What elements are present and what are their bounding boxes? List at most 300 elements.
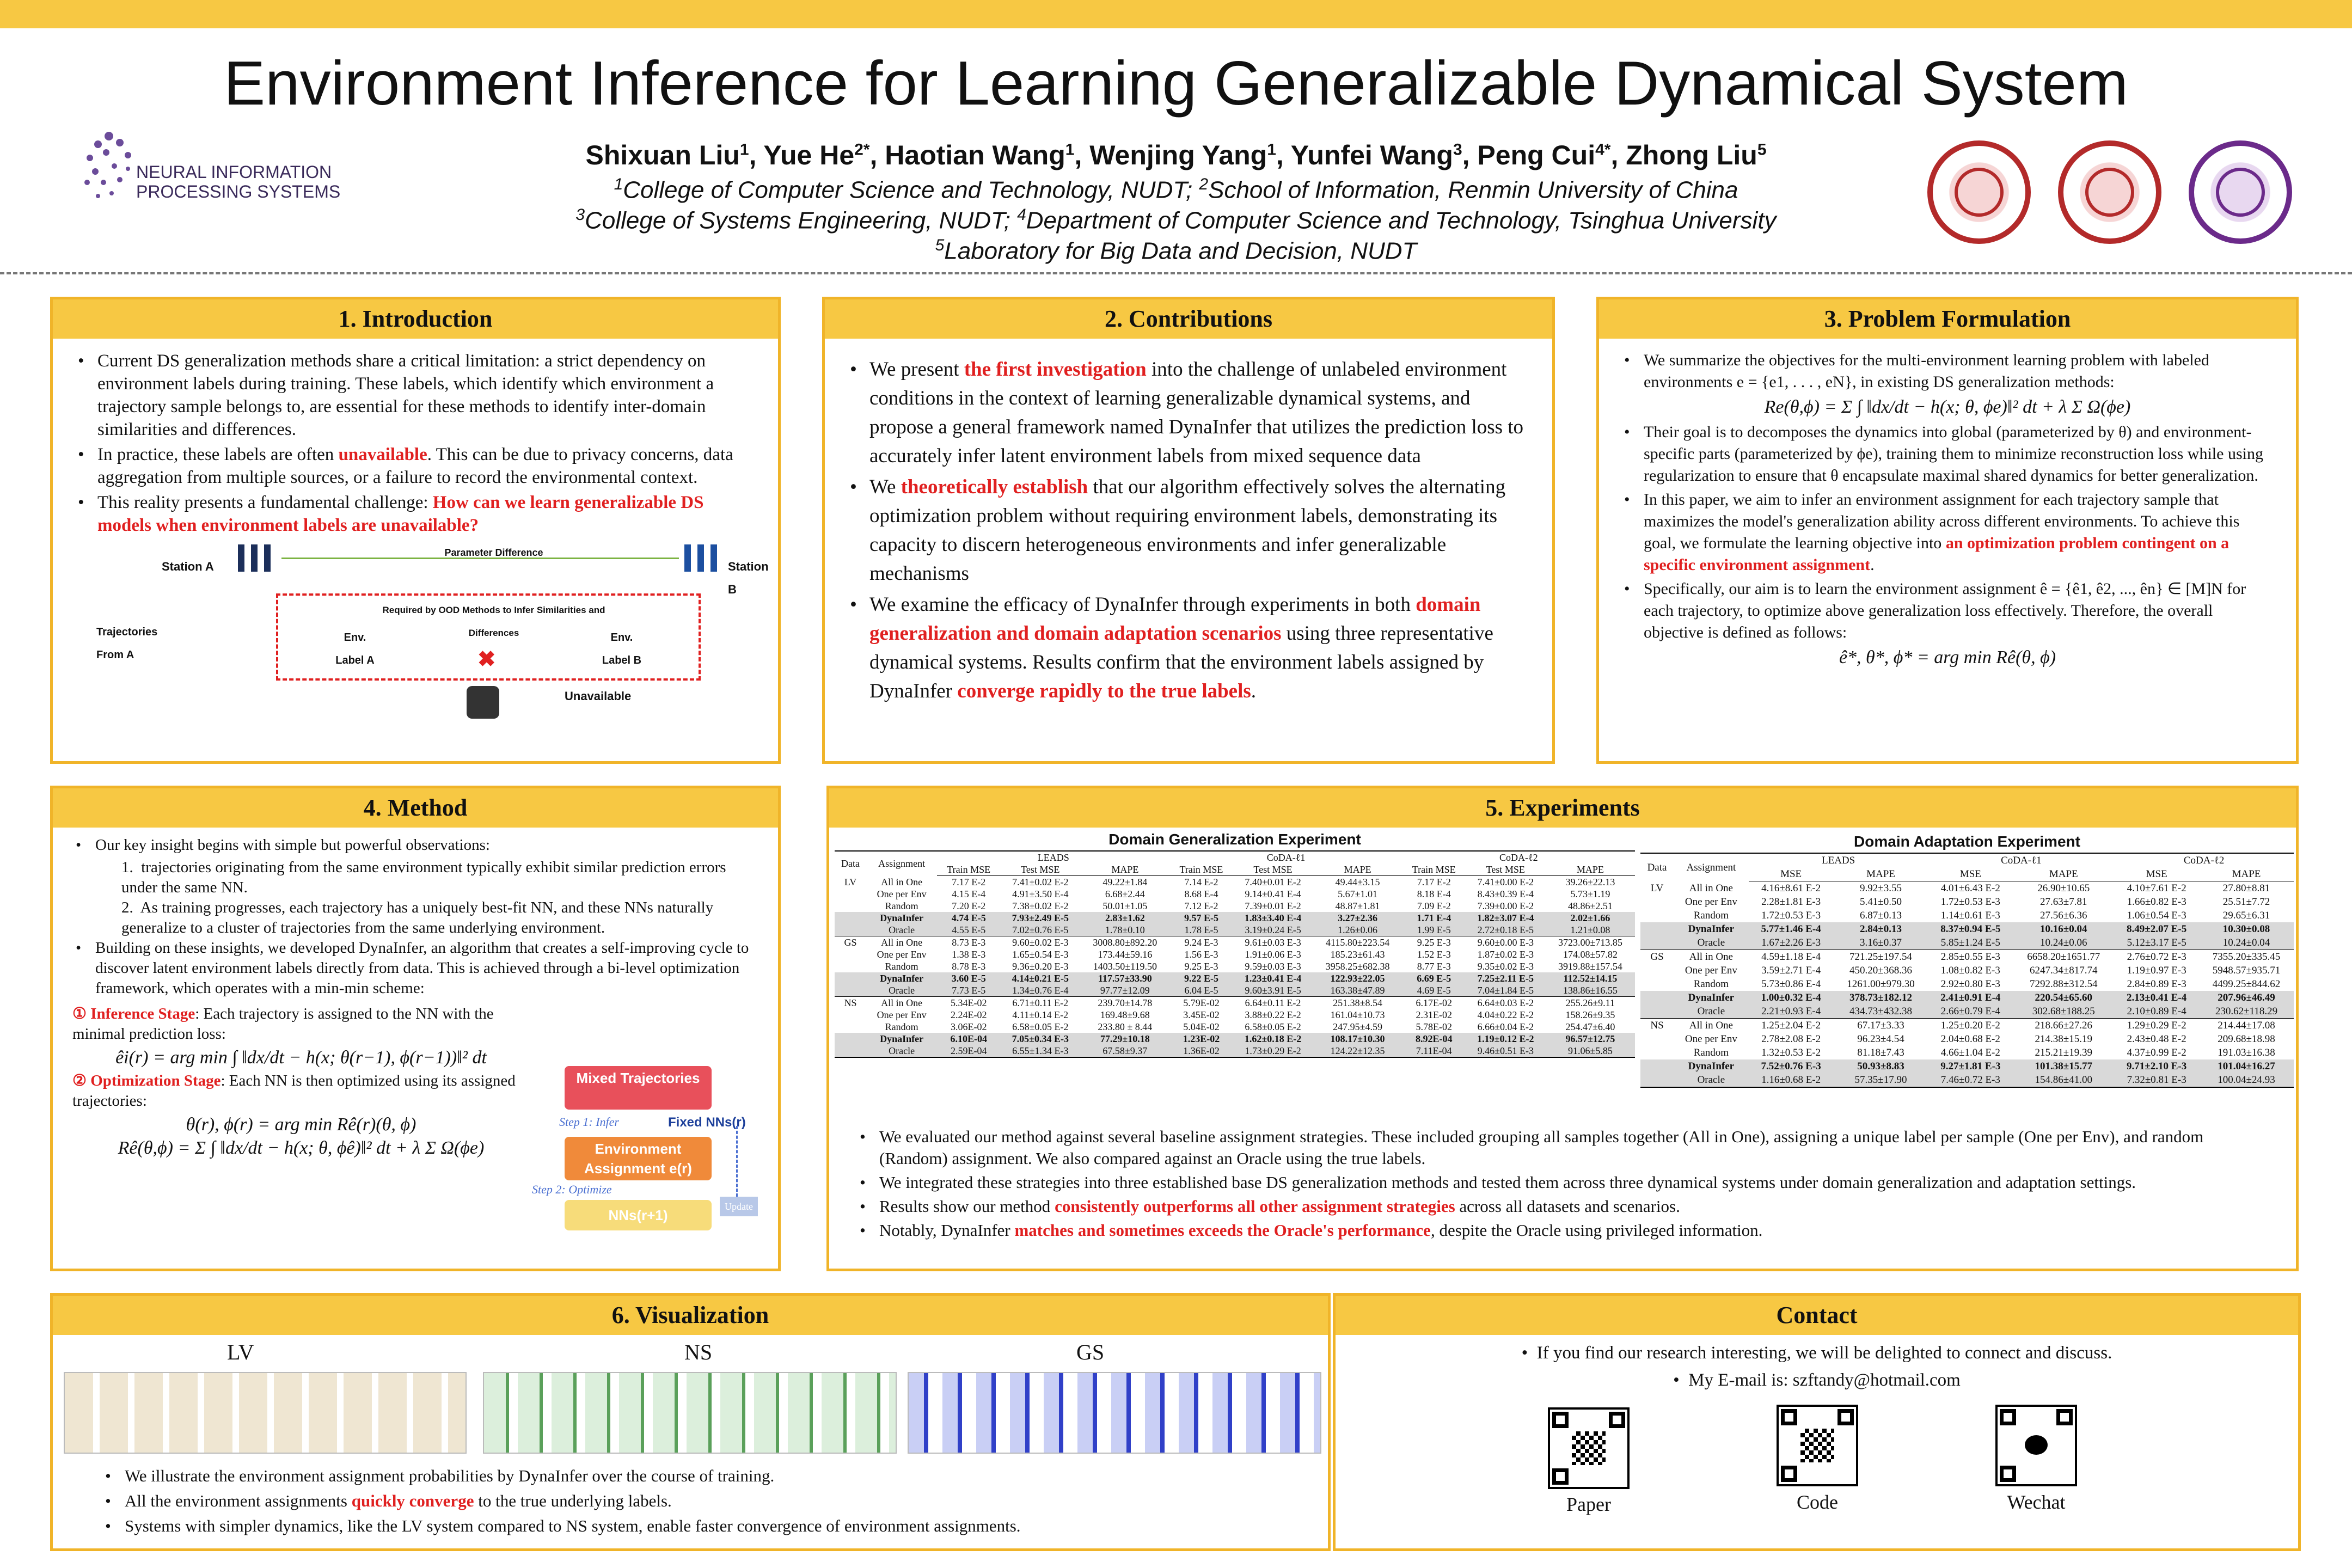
table-cell: 8.18 E-4 bbox=[1417, 889, 1451, 899]
table-cell: DynaInfer bbox=[1688, 1061, 1735, 1072]
table-cell: 101.04±16.27 bbox=[2218, 1061, 2275, 1072]
contrib-bullet: • We examine the efficacy of DynaInfer through experiments in both domain generalization and domain adaptation scenarios using three representative dynamical systems. Results confirm that the environment labels assigned by DynaInfer converge rapidly to the true labels. bbox=[847, 590, 1530, 706]
problem-heading: 3. Problem Formulation bbox=[1599, 299, 2296, 339]
table-cell: 26.90±10.65 bbox=[2037, 883, 2090, 894]
table-cell: 251.38±8.54 bbox=[1313, 997, 1402, 1009]
table-cell: One per Env bbox=[877, 1009, 927, 1020]
table-row bbox=[835, 924, 1635, 936]
table-cell: 247.95±4.59 bbox=[1333, 1021, 1383, 1032]
table-cell: 3.19±0.24 E-5 bbox=[1245, 924, 1301, 935]
table-row bbox=[835, 948, 1635, 960]
table-cell: DynaInfer bbox=[880, 912, 924, 923]
table-cell: 1.21±0.08 bbox=[1570, 924, 1610, 935]
table-cell: Oracle bbox=[889, 985, 915, 996]
renmin-seal-icon bbox=[2058, 140, 2161, 244]
table-cell: 5.67±1.01 bbox=[1338, 889, 1378, 899]
table-cell bbox=[835, 912, 866, 924]
table-subheader: MAPE bbox=[1834, 867, 1928, 881]
table-cell: 3.59±2.71 E-4 bbox=[1761, 965, 1821, 976]
table-cell: 214.38±15.19 bbox=[2035, 1033, 2092, 1045]
table-cell: 7.05±0.34 E-3 bbox=[1012, 1033, 1069, 1044]
table-cell: 7.41±0.00 E-2 bbox=[1477, 877, 1534, 887]
table-cell: 77.29±10.18 bbox=[1100, 1033, 1150, 1044]
table-cell: 6.58±0.05 E-2 bbox=[1012, 1021, 1069, 1032]
table-cell: 1.25±0.20 E-2 bbox=[1928, 1019, 2013, 1033]
table-cell: 1.83±3.40 E-4 bbox=[1244, 912, 1302, 923]
table-cell: 97.77±12.09 bbox=[1100, 985, 1150, 996]
table-cell: 96.57±12.75 bbox=[1565, 1033, 1615, 1044]
table-cell: 67.17±3.33 bbox=[1834, 1019, 1928, 1033]
optimization-stage: ② Optimization Stage: Each NN is then optimized using its assigned trajectories: bbox=[72, 1072, 516, 1110]
header-divider bbox=[0, 272, 2352, 274]
table-cell: 7355.20±335.45 bbox=[2199, 950, 2294, 964]
table-cell: 6.58±0.05 E-2 bbox=[1245, 1021, 1301, 1032]
table-cell: 5.77±1.46 E-4 bbox=[1761, 923, 1821, 935]
table-subheader: Train MSE bbox=[1169, 863, 1233, 876]
exp-bullet: • We evaluated our method against several baseline assignment strategies. These included grouping all samples together (All in One), assigning a unique label per sample (One per Env), and random (Random) assignment. We also compared against an Oracle using the true labels. bbox=[856, 1126, 2272, 1169]
problem-bullet: • In this paper, we aim to infer an environment assignment for each trajectory sample that maximizes the model's generalization ability across different environments. To achieve this goal, we formulate the learning objective into an optimization problem contingent on a specific environment assignment. bbox=[1621, 489, 2274, 576]
paper-qr-code[interactable] bbox=[1548, 1407, 1630, 1489]
table-cell: One per Env bbox=[1685, 965, 1737, 976]
table-row bbox=[1640, 895, 2294, 909]
contrib-bullet: • We theoretically establish that our algorithm effectively solves the alternating optimization problem without requiring environment labels, demonstrating its capacity to discern heterogeneous environments and infer generalizable mechanisms bbox=[847, 473, 1530, 588]
table-cell bbox=[835, 924, 866, 936]
table-cell: 721.25±197.54 bbox=[1834, 950, 1928, 964]
table-cell: DynaInfer bbox=[880, 1033, 924, 1044]
vis-bullet: • All the environment assignments quickly converge to the true underlying labels. bbox=[102, 1490, 1300, 1512]
table-cell: 50.01±1.05 bbox=[1102, 901, 1148, 911]
table-row bbox=[835, 1045, 1635, 1057]
table-cell: 9.61±0.03 E-3 bbox=[1233, 936, 1313, 949]
experiments-heading: 5. Experiments bbox=[829, 788, 2296, 828]
table-cell bbox=[835, 1021, 866, 1033]
table-cell: 6.87±0.13 bbox=[1860, 910, 1902, 921]
table-cell: 5.12±3.17 E-5 bbox=[2127, 937, 2186, 948]
table-cell: 163.38±47.89 bbox=[1330, 985, 1385, 996]
table-row bbox=[835, 984, 1635, 997]
table-cell: One per Env bbox=[877, 889, 927, 899]
table-cell bbox=[1640, 1032, 1674, 1046]
mixed-trajectories-box: Mixed Trajectories bbox=[565, 1066, 712, 1110]
method-bullet: • Building on these insights, we developed DynaInfer, an algorithm that creates a self-improving cycle to discover latent environment labels directly from data. This is achieved through a bi-level optimization framework, which operates with a min-min scheme: bbox=[72, 938, 758, 999]
table-cell: 4.59±1.18 E-4 bbox=[1749, 950, 1834, 964]
table-row bbox=[835, 1021, 1635, 1033]
table-cell: Random bbox=[885, 901, 918, 911]
table-subheader: MAPE bbox=[2199, 867, 2294, 881]
table-cell: 4.16±8.61 E-2 bbox=[1761, 883, 1821, 894]
table-cell: 5.73±1.19 bbox=[1570, 889, 1610, 899]
table-cell: 29.65±6.31 bbox=[2222, 910, 2270, 921]
table-cell: 1.23±0.41 E-4 bbox=[1244, 973, 1302, 984]
method-observation: 1. trajectories originating from the same environment typically exhibit similar prediction errors under the same NN. bbox=[121, 859, 726, 896]
table-cell: 2.43±0.48 E-2 bbox=[2127, 1033, 2186, 1045]
table-cell: One per Env bbox=[877, 949, 927, 960]
table-cell: 3958.25±682.38 bbox=[1325, 961, 1390, 972]
table-cell: 1.71 E-4 bbox=[1417, 912, 1451, 923]
table-cell: 27.56±6.36 bbox=[2040, 910, 2087, 921]
table-cell: 1.65±0.54 E-3 bbox=[1012, 949, 1069, 960]
neurips-dots-icon bbox=[76, 120, 142, 212]
table-cell: 2.21±0.93 E-4 bbox=[1761, 1006, 1821, 1017]
table-cell: 2.41±0.91 E-4 bbox=[1940, 992, 2001, 1003]
table-cell: 218.66±27.26 bbox=[2013, 1019, 2114, 1033]
table-row bbox=[835, 972, 1635, 984]
table-cell: 1.16±0.68 E-2 bbox=[1749, 1073, 1834, 1087]
table-cell: 6.10E-04 bbox=[950, 1033, 987, 1044]
table-cell: 9.60±3.91 E-5 bbox=[1245, 985, 1301, 996]
wechat-icon bbox=[2025, 1435, 2048, 1455]
table-cell: 7.39±0.00 E-2 bbox=[1477, 901, 1534, 911]
nudt-seal-icon bbox=[1927, 140, 2031, 244]
table-cell: One per Env bbox=[1685, 1033, 1737, 1045]
table-cell: 239.70±14.78 bbox=[1080, 997, 1169, 1009]
table-subheader: Test MSE bbox=[1000, 863, 1080, 876]
table-cell: 7.12 E-2 bbox=[1184, 901, 1218, 911]
table-cell: 7.93±2.49 E-5 bbox=[1012, 912, 1069, 923]
table-cell: 39.26±22.13 bbox=[1565, 877, 1615, 887]
table-cell: 6.64±0.11 E-2 bbox=[1233, 997, 1313, 1009]
table-cell: 161.04±10.73 bbox=[1330, 1009, 1385, 1020]
exp-bullet: • Notably, DynaInfer matches and sometimes exceeds the Oracle's performance, despite the Oracle using privileged information. bbox=[856, 1220, 2272, 1241]
domain-adaptation-table: Domain Adaptation Experiment Data Assignment LEADS CoDA-ℓ1 CoDA-ℓ2 MSE MAPE MSE MAPE MSE MAPE LV All in One 4.16±8.61 E-2 9.92±3.55 4.01±6.43 E-2 26.90±10.65 4.10±7.61 E-2 27.80±8.81 One per Env 2.28±1.81 E-3 5.41±0.50 1.72±0.53 E-3 27.63±7.81 1.66±0.82 E-3 25.51±7.72 Random 1.72±0.53 E-3 6.87±0.13 1.14±0.61 E-3 27.56±6.36 1.06±0.54 E-3 29.65±6.31 DynaInfer 5.77±1.46 E-4 2.84±0.13 8.37±0.94 E-5 10.16±0.04 8.49±2.07 E-5 10.30±0.08 Oracle 1.67±2.26 E-3 3.16±0.37 5.85±1.24 E-5 10.24±0.06 5.12±3.17 E-5 10.24±0.04 GS All in One 4.59±1.18 E-4 721.25±197.54 2.85±0.55 E-3 6658.20±1651.77 2.76±0.72 E-3 7355.20±335.45 One per Env 3.59±2.71 E-4 450.20±368.36 1.08±0.82 E-3 6247.34±817.74 1.19±0.97 E-3 5948.57±935.71 Random 5.73±0.86 E-4 1261.00±979.30 2.92±0.80 E-3 7292.88±312.54 2.84±0.89 E-3 4499.25±844.62 DynaInfer 1.00±0.32 E-4 378.73±182.12 2.41±0.91 E-4 220.54±65.60 2.13±0.41 E-4 207.96±46.49 Oracle 2.21±0.93 E-4 434.73±432.38 2.66±0.79 E-4 302.68±188.25 2.10±0.89 E-4 230.62±118.29 NS All in One 1.25±2.04 E-2 67.17±3.33 1.25±0.20 E-2 218.66±27.26 1.29±0.29 E-2 214.44±17.08 One per Env 2.78±2.08 E-2 96.23±4.54 2.04±0.68 E-2 214.38±15.19 2.43±0.48 E-2 209.68±18.98 Random 1.32±0.53 E-2 81.18±7.43 4.66±1.04 E-2 215.21±19.39 4.37±0.99 E-2 191.03±16.38 DynaInfer 7.52±0.76 E-3 50.93±8.83 9.27±1.81 E-3 101.38±15.77 9.71±2.10 E-3 101.04±16.27 Oracle 1.16±0.68 E-2 57.35±17.90 7.46±0.72 E-3 154.86±41.00 7.32±0.81 E-3 100.04±24.93 bbox=[1640, 833, 2294, 1088]
contributions-panel bbox=[822, 297, 1555, 764]
table-cell bbox=[835, 960, 866, 972]
table-subheader: MAPE bbox=[1313, 863, 1402, 876]
table-cell: 1.32±0.53 E-2 bbox=[1761, 1047, 1821, 1058]
table-cell: 4.55 E-5 bbox=[952, 924, 986, 935]
inference-stage: ① Inference Stage: Each trajectory is assigned to the NN with the minimal prediction loss: bbox=[72, 1005, 494, 1043]
table-row bbox=[835, 900, 1635, 912]
table-cell bbox=[835, 984, 866, 997]
table-cell: 1261.00±979.30 bbox=[1847, 978, 1915, 990]
table-cell bbox=[835, 900, 866, 912]
table-cell bbox=[1640, 922, 1674, 936]
table-cell: Oracle bbox=[1674, 1073, 1749, 1087]
table-cell: 3.16±0.37 bbox=[1860, 937, 1902, 948]
table-cell: 10.30±0.08 bbox=[2222, 923, 2270, 935]
nns-box: NNs(r+1) bbox=[565, 1200, 712, 1230]
table-subheader: Test MSE bbox=[1233, 863, 1313, 876]
loss-equation: Rê(θ,ϕ) = Σ ∫ ‖dx/dt − h(x; θ, ϕê)‖² dt + λ Σ Ω(ϕe) bbox=[118, 1138, 485, 1158]
table-cell: 2.85±0.55 E-3 bbox=[1928, 950, 2013, 964]
table-subheader: MSE bbox=[2114, 867, 2199, 881]
table-cell: 7.25±2.11 E-5 bbox=[1477, 973, 1534, 984]
neurips-wordmark: NEURAL INFORMATION PROCESSING SYSTEMS bbox=[136, 162, 341, 201]
table-cell: 3723.00±713.85 bbox=[1546, 936, 1635, 949]
table-cell: 9.25 E-3 bbox=[1184, 961, 1218, 972]
table-cell: 5.85±1.24 E-5 bbox=[1940, 937, 2000, 948]
table-cell: 7.09 E-2 bbox=[1417, 901, 1451, 911]
table-cell: 5.79E-02 bbox=[1169, 997, 1233, 1009]
table-row bbox=[835, 876, 1635, 889]
table-row bbox=[1640, 909, 2294, 922]
table-row bbox=[835, 1009, 1635, 1021]
table-cell: 7.11E-04 bbox=[1402, 1045, 1466, 1057]
table-cell: 8.49±2.07 E-5 bbox=[2127, 923, 2187, 935]
station-b-label: Station B bbox=[728, 560, 769, 596]
table-cell: 191.03±16.38 bbox=[2218, 1047, 2275, 1058]
optimization-equation: θ(r), ϕ(r) = arg min Rê(r)(θ, ϕ) bbox=[186, 1114, 416, 1135]
table-cell: 6.69 E-5 bbox=[1417, 973, 1451, 984]
update-label: Update bbox=[720, 1197, 758, 1216]
table-cell: 124.22±12.35 bbox=[1313, 1045, 1402, 1057]
table-cell: 1.36E-02 bbox=[1169, 1045, 1233, 1057]
table-cell: 1.72±0.53 E-3 bbox=[1940, 896, 2000, 908]
table-cell: 7.46±0.72 E-3 bbox=[1928, 1073, 2013, 1087]
cross-icon: ✖ bbox=[477, 647, 496, 671]
table-cell: 2.78±2.08 E-2 bbox=[1761, 1033, 1821, 1045]
trajectories-label: Trajectories From A bbox=[96, 626, 158, 661]
table-cell: 5.34E-02 bbox=[937, 997, 1000, 1009]
parameter-arrow bbox=[281, 558, 679, 559]
table-cell: All in One bbox=[1674, 950, 1749, 964]
table-cell: 27.80±8.81 bbox=[2222, 883, 2270, 894]
table-cell: 7.02±0.76 E-5 bbox=[1012, 924, 1069, 935]
table-cell: 7.40±0.01 E-2 bbox=[1245, 877, 1301, 887]
table-cell: DynaInfer bbox=[880, 973, 924, 984]
table-row bbox=[1640, 1073, 2294, 1087]
table-cell: 8.77 E-3 bbox=[1417, 961, 1451, 972]
table-cell: 9.27±1.81 E-3 bbox=[1940, 1061, 2001, 1072]
table-cell: 1.82±3.07 E-4 bbox=[1477, 912, 1534, 923]
table-cell: Random bbox=[885, 1021, 918, 1032]
table-subheader: MAPE bbox=[1546, 863, 1635, 876]
table-cell: 174.08±57.82 bbox=[1563, 949, 1618, 960]
table-cell: NS bbox=[835, 997, 866, 1009]
table-cell: 4.11±0.14 E-2 bbox=[1012, 1009, 1069, 1020]
contact-email[interactable]: • My E-mail is: szftandy@hotmail.com bbox=[1673, 1370, 1961, 1390]
table-cell: 302.68±188.25 bbox=[2032, 1006, 2095, 1017]
dg-table-title: Domain Generalization Experiment bbox=[1108, 831, 1361, 848]
table-cell: 27.63±7.81 bbox=[2040, 896, 2087, 908]
inference-equation: êi(r) = arg min ∫ ‖dx/dt − h(x; θ(r−1), ϕ(r−1))‖² dt bbox=[115, 1048, 487, 1068]
method-panel bbox=[50, 786, 781, 1271]
table-cell: 207.96±46.49 bbox=[2218, 992, 2275, 1003]
table-cell: 1.87±0.02 E-3 bbox=[1477, 949, 1534, 960]
table-cell: 25.51±7.72 bbox=[2222, 896, 2270, 908]
contact-line: • If you find our research interesting, we will be delighted to connect and discuss. bbox=[1521, 1343, 2112, 1363]
table-cell: 2.04±0.68 E-2 bbox=[1940, 1033, 2000, 1045]
table-cell: 9.60±0.00 E-3 bbox=[1466, 936, 1546, 949]
wechat-qr-code[interactable] bbox=[1995, 1405, 2077, 1486]
contrib-bullet: • We present the first investigation into the challenge of unlabeled environment conditions in the context of learning generalizable dynamical systems, and propose a general framework named DynaInfer that utilizes the prediction loss to accurately infer latent environment labels from mixed sequence data bbox=[847, 355, 1530, 470]
vis-bullet: • We illustrate the environment assignment probabilities by DynaInfer over the course of training. bbox=[102, 1465, 1300, 1487]
problem-formulation-panel bbox=[1596, 297, 2299, 764]
table-cell: 67.58±9.37 bbox=[1080, 1045, 1169, 1057]
table-cell: 112.52±14.15 bbox=[1563, 973, 1618, 984]
table-cell: 6.71±0.11 E-2 bbox=[1000, 997, 1080, 1009]
table-cell: 1.08±0.82 E-3 bbox=[1940, 965, 2000, 976]
table-cell: Random bbox=[1693, 1047, 1729, 1058]
table-cell: 7.38±0.02 E-2 bbox=[1012, 901, 1069, 911]
table-cell: 5.73±0.86 E-4 bbox=[1761, 978, 1821, 990]
table-cell bbox=[835, 1045, 866, 1057]
table-cell: 4115.80±223.54 bbox=[1313, 936, 1402, 949]
table-cell: 6.55±1.34 E-3 bbox=[1000, 1045, 1080, 1057]
table-cell: 4499.25±844.62 bbox=[2212, 978, 2281, 990]
table-cell: 8.92E-04 bbox=[1415, 1033, 1453, 1044]
table-cell: 5.04E-02 bbox=[1183, 1021, 1220, 1032]
table-cell: 1.19±0.12 E-2 bbox=[1477, 1033, 1534, 1044]
table-subheader: MSE bbox=[1749, 867, 1834, 881]
experiments-panel bbox=[826, 786, 2299, 1271]
table-subheader: MAPE bbox=[2013, 867, 2114, 881]
table-cell: 7.20 E-2 bbox=[952, 901, 986, 911]
table-cell: 7.73 E-5 bbox=[952, 985, 986, 996]
lv-assignment-plot bbox=[64, 1372, 467, 1454]
table-cell: 7.32±0.81 E-3 bbox=[2114, 1073, 2199, 1087]
table-cell: 9.59±0.03 E-3 bbox=[1245, 961, 1301, 972]
table-cell: 8.78 E-3 bbox=[952, 961, 986, 972]
fixed-nns-label: Fixed NNs(r) bbox=[668, 1115, 746, 1130]
table-row bbox=[1640, 1059, 2294, 1073]
table-cell: 81.18±7.43 bbox=[1857, 1047, 1904, 1058]
table-cell: 10.24±0.06 bbox=[2040, 937, 2087, 948]
table-cell: 3.06E-02 bbox=[950, 1021, 987, 1032]
table-cell: 1.67±2.26 E-3 bbox=[1761, 937, 1821, 948]
affiliation-line-1: $^1$College of Computer Science and Technology, NUDT; $^2$School of Information, Renmin University of China bbox=[614, 175, 1738, 204]
table-subheader: MAPE bbox=[1080, 863, 1169, 876]
table-cell: Oracle bbox=[866, 1045, 937, 1057]
table-cell: 1.38 E-3 bbox=[952, 949, 986, 960]
table-cell: 4.10±7.61 E-2 bbox=[2127, 883, 2186, 894]
table-row bbox=[1640, 991, 2294, 1004]
table-cell: LV bbox=[844, 876, 857, 887]
table-cell: 9.57 E-5 bbox=[1184, 912, 1218, 923]
table-cell: 7.41±0.02 E-2 bbox=[1012, 877, 1069, 887]
table-cell: Random bbox=[1693, 910, 1729, 921]
gs-assignment-plot bbox=[908, 1372, 1321, 1454]
introduction-heading: 1. Introduction bbox=[53, 299, 778, 339]
table-cell: All in One bbox=[866, 936, 937, 949]
table-cell: 1.25±2.04 E-2 bbox=[1749, 1019, 1834, 1033]
table-row bbox=[1640, 1032, 2294, 1046]
table-row bbox=[1640, 1004, 2294, 1019]
table-cell: 169.48±9.68 bbox=[1100, 1009, 1150, 1020]
table-cell: 1403.50±119.50 bbox=[1093, 961, 1157, 972]
table-cell: All in One bbox=[866, 997, 937, 1009]
table-cell: 2.84±0.13 bbox=[1860, 923, 1902, 935]
problem-bullet: • Their goal is to decomposes the dynamics into global (parameterized by θ) and environment-specific parts (parameterized by ϕe), training them to minimize reconstruction loss while using regularization to ensure that θ encapsulate maximal shared dynamics for better generalization. bbox=[1621, 421, 2274, 487]
table-cell: 7.17 E-2 bbox=[952, 877, 986, 887]
affiliation-line-3: $^5$Laboratory for Big Data and Decision, NUDT bbox=[935, 236, 1417, 265]
table-cell bbox=[835, 1033, 866, 1045]
table-cell: 6.04 E-5 bbox=[1184, 985, 1218, 996]
table-cell: 108.17±10.30 bbox=[1330, 1033, 1385, 1044]
table-cell: 2.28±1.81 E-3 bbox=[1761, 896, 1821, 908]
table-cell: 2.76±0.72 E-3 bbox=[2114, 950, 2199, 964]
table-cell bbox=[835, 972, 866, 984]
table-cell: GS bbox=[1640, 950, 1674, 964]
table-cell: 4.04±0.22 E-2 bbox=[1477, 1009, 1534, 1020]
table-cell: 4.66±1.04 E-2 bbox=[1940, 1047, 2000, 1058]
table-cell: Oracle bbox=[889, 924, 915, 935]
ns-assignment-plot bbox=[483, 1372, 897, 1454]
table-cell: 6.68±2.44 bbox=[1105, 889, 1145, 899]
contributions-heading: 2. Contributions bbox=[825, 299, 1552, 339]
table-cell: 7292.88±312.54 bbox=[2030, 978, 2098, 990]
visualization-panel bbox=[50, 1293, 1331, 1551]
table-subheader: Test MSE bbox=[1466, 863, 1546, 876]
table-cell: DynaInfer bbox=[1688, 992, 1735, 1003]
table-cell: 5.78E-02 bbox=[1416, 1021, 1452, 1032]
step2-label: Step 2: Optimize bbox=[532, 1183, 612, 1196]
neurips-logo bbox=[76, 120, 381, 212]
table-cell: NS bbox=[1640, 1019, 1674, 1033]
table-cell bbox=[835, 888, 866, 900]
table-cell: 1.14±0.61 E-3 bbox=[1940, 910, 2000, 921]
update-arrow bbox=[736, 1126, 738, 1197]
table-cell bbox=[835, 1009, 866, 1021]
method-bullet: • Our key insight begins with simple but powerful observations: bbox=[72, 835, 758, 855]
table-cell: 1.29±0.29 E-2 bbox=[2114, 1019, 2199, 1033]
table-cell: 214.44±17.08 bbox=[2199, 1019, 2294, 1033]
author-list: Shixuan Liu$^1$, Yue $He^{2*}$, Haotian Wang$^1$, Wenjing Yang$^1$, Yunfei Wang$^3$, Peng Cui$^{4*}$, Zhong Liu$^5$ bbox=[585, 140, 1767, 170]
table-cell: 220.54±65.60 bbox=[2035, 992, 2092, 1003]
table-cell: 1.00±0.32 E-4 bbox=[1761, 992, 1821, 1003]
table-cell: 9.25 E-3 bbox=[1402, 936, 1466, 949]
table-row bbox=[835, 997, 1635, 1009]
table-cell: 6658.20±1651.77 bbox=[2013, 950, 2114, 964]
table-cell bbox=[1640, 1059, 1674, 1073]
table-cell: 4.74 E-5 bbox=[951, 912, 986, 923]
table-row bbox=[1640, 964, 2294, 977]
table-row bbox=[1640, 1019, 2294, 1033]
table-cell: 1.23E-02 bbox=[1183, 1033, 1220, 1044]
table-cell: 173.44±59.16 bbox=[1098, 949, 1153, 960]
table-subheader: Train MSE bbox=[937, 863, 1000, 876]
table-cell: 209.68±18.98 bbox=[2218, 1033, 2275, 1045]
table-cell: 9.60±0.02 E-3 bbox=[1000, 936, 1080, 949]
table-subheader: MSE bbox=[1928, 867, 2013, 881]
parameter-difference-label: Parameter Difference bbox=[444, 547, 543, 558]
poster-title: Environment Inference for Learning Generalizable Dynamical System bbox=[224, 49, 2128, 118]
table-cell: 1.56 E-3 bbox=[1184, 949, 1218, 960]
table-row bbox=[1640, 977, 2294, 991]
table-cell: 2.59E-04 bbox=[937, 1045, 1000, 1057]
table-cell bbox=[1640, 936, 1674, 950]
code-qr-label: Code bbox=[1797, 1491, 1838, 1513]
table-cell: 9.14±0.41 E-4 bbox=[1245, 889, 1301, 899]
table-cell: 8.43±0.39 E-4 bbox=[1477, 889, 1534, 899]
table-cell: 117.57±33.90 bbox=[1098, 973, 1152, 984]
table-cell: 378.73±182.12 bbox=[1849, 992, 1912, 1003]
table-cell: 254.47±6.40 bbox=[1565, 1021, 1615, 1032]
code-qr-code[interactable] bbox=[1777, 1405, 1858, 1486]
table-cell bbox=[1640, 895, 1674, 909]
table-cell: 7.52±0.76 E-3 bbox=[1761, 1061, 1821, 1072]
table-cell: Random bbox=[1693, 978, 1729, 990]
problem-bullet: • We summarize the objectives for the multi-environment learning problem with labeled environments e = {e1, . . . , eN}, in existing DS generalization methods: bbox=[1621, 350, 2274, 393]
table-cell: 9.24 E-3 bbox=[1169, 936, 1233, 949]
table-cell: 233.80 ± 8.44 bbox=[1098, 1021, 1153, 1032]
table-cell: All in One bbox=[1689, 882, 1733, 894]
table-cell: 1.19±0.97 E-3 bbox=[2127, 965, 2186, 976]
table-row bbox=[835, 1033, 1635, 1045]
step1-label: Step 1: Infer bbox=[559, 1115, 619, 1129]
table-cell: 1.06±0.54 E-3 bbox=[2127, 910, 2186, 921]
table-cell: 1.62±0.18 E-2 bbox=[1244, 1033, 1302, 1044]
table-cell: 255.26±9.11 bbox=[1546, 997, 1635, 1009]
table-cell: 7.17 E-2 bbox=[1417, 877, 1451, 887]
table-row bbox=[1640, 881, 2294, 896]
table-cell: 185.23±61.43 bbox=[1330, 949, 1385, 960]
table-cell: 434.73±432.38 bbox=[1849, 1006, 1912, 1017]
table-cell: 1.66±0.82 E-3 bbox=[2127, 896, 2186, 908]
table-cell: 48.87±1.81 bbox=[1335, 901, 1380, 911]
table-cell: 2.66±0.79 E-4 bbox=[1940, 1006, 2000, 1017]
table-row bbox=[835, 888, 1635, 900]
